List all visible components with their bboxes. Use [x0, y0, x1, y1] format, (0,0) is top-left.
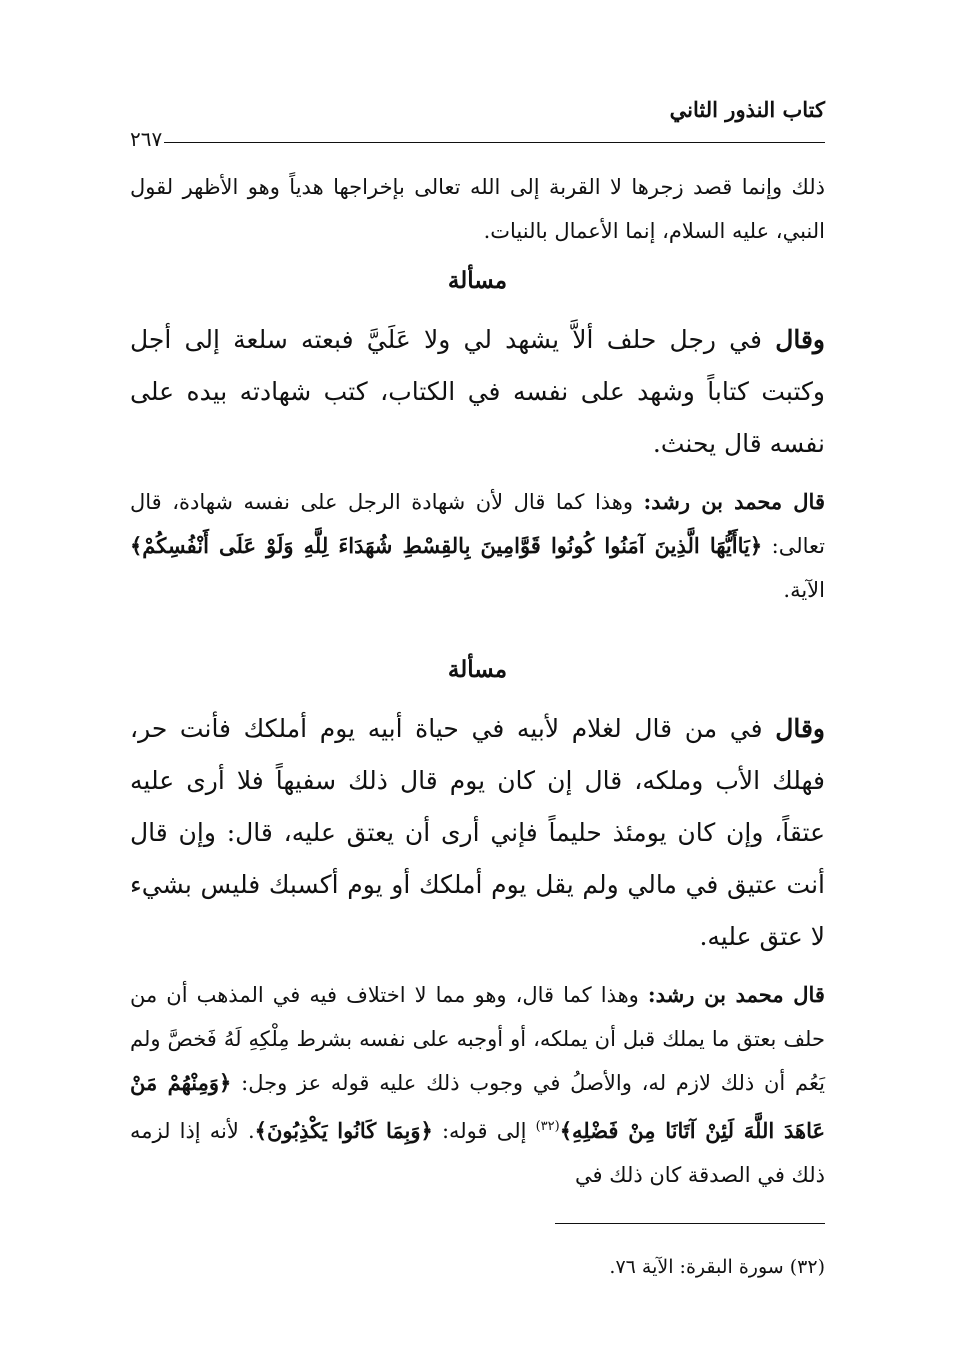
question-paragraph-1: [130, 314, 825, 470]
footnote-rule: [555, 1223, 825, 1224]
commentary-paragraph-1: [130, 480, 825, 612]
commentary-mid-2: إلى قوله:: [432, 1119, 536, 1143]
commentary-text-1: وهذا كما قال لأن شهادة الرجل على نفسه شهادة، قال تعالى:: [130, 490, 826, 558]
footnote: (٣٢) سورة البقرة: الآية ٧٦.: [609, 1256, 825, 1278]
commentary-tail-2: . لأنه إذا لزمه ذلك في الصدقة كان ذلك في: [130, 1119, 825, 1187]
commentary-tail-1: الآية.: [783, 578, 825, 602]
commentary-text-2: وهذا كما قال، وهو مما لا اختلاف فيه في المذهب أن من حلف بعتق ما يملك قبل أن يملكه، أو أوجبه على نفسه بشرط مِلْكِهِ لَهُ فَخصَّ ولم يَعُم أن ذلك لازم له، والأصلُ في وجوب ذلك عليه قوله عز وجل:: [130, 983, 826, 1095]
running-title: كتاب النذور الثاني: [669, 97, 825, 122]
quran-verse-3: ﴿وَبِمَا كَانُوا يَكْذِبُونَ﴾: [254, 1118, 433, 1143]
section-heading-2: مسألة: [447, 656, 508, 683]
document-page: [130, 95, 825, 1284]
quran-verse-2: ﴿وَمِنْهُمْ مَنْ عَاهَدَ اللَّهَ لَئِنْ آتَانَا مِنْ فَضْلِهِ﴾: [130, 1070, 826, 1143]
question-text-2: في من قال لغلام لأبيه في حياة أبيه يوم أملكك فأنت حر، فهلك الأب وملكه، قال إن كان يوم قال ذلك سفيهاً فلا أرى عليه عتقاً، وإن كان يومئذ حليماً فإني أرى أن يعتق عليه، قال: وإن قال أنت عتيق في مالي ولم يقل يوم أملكك أو يوم أكسبك فليس بشيء لا عتق عليه.: [130, 714, 825, 951]
header-rule-row: [130, 125, 825, 149]
footnote-reference: (٣٢): [535, 1119, 560, 1134]
intro-paragraph: ذلك وإنما قصد زجرها لا القربة إلى الله تعالى بإخراجها هدياً وهو الأظهر لقول النبي، عليه السلام، إنما الأعمال بالنيات.: [130, 175, 825, 243]
commentary-paragraph-2: [130, 973, 825, 1197]
commentary-lead-2: قال محمد بن رشد:: [647, 982, 825, 1007]
header-rule: [164, 142, 825, 143]
question-text-1: في رجل حلف ألاَّ يشهد لي ولا عَلَيَّ فبعته سلعة إلى أجل وكتبت كتاباً وشهد على نفسه في الكتاب، كتب شهادته بيده على نفسه قال يحنث.: [130, 325, 825, 458]
quran-verse-1: ﴿يَاأَيُّهَا الَّذِينَ آمَنُوا كُونُوا قَوَّامِينَ بِالقِسْطِ شُهَدَاءَ لِلَّهِ وَلَوْ عَلَى أَنْفُسِكُمْ﴾: [130, 533, 763, 558]
question-paragraph-2: [130, 703, 825, 963]
question-lead-1: وقال: [775, 325, 825, 354]
section-heading-1: مسألة: [447, 267, 508, 294]
question-lead-2: وقال: [775, 714, 825, 743]
page-number: ٢٦٧: [130, 127, 163, 151]
commentary-lead-1: قال محمد بن رشد:: [643, 489, 825, 514]
